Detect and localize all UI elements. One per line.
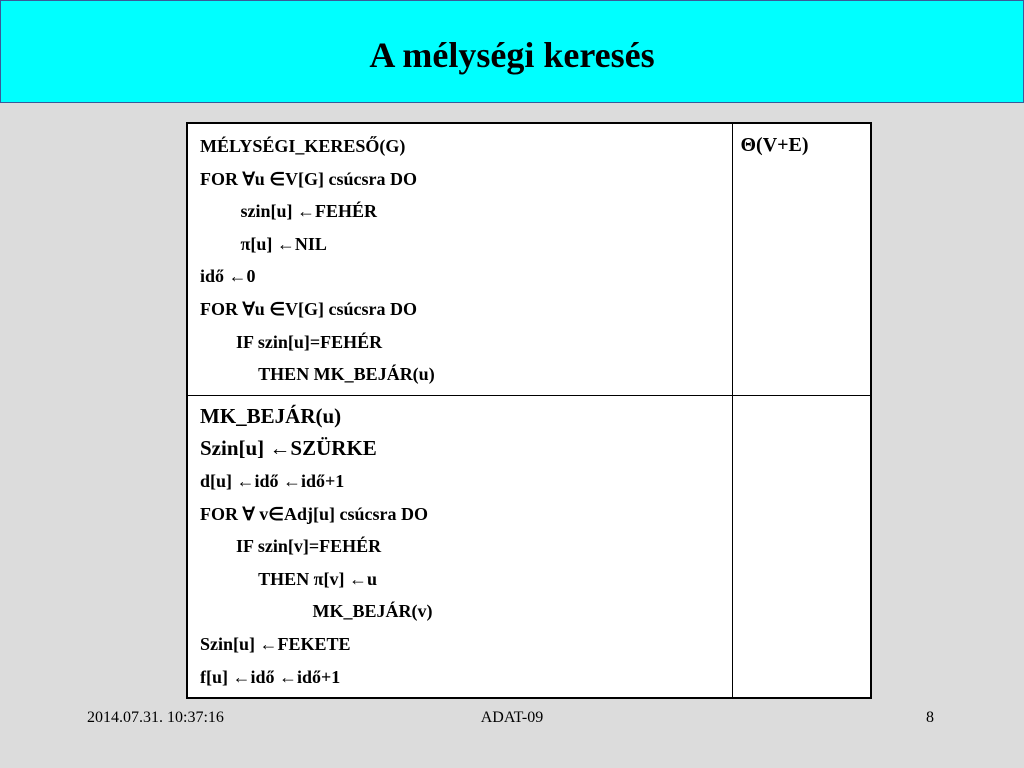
dfs-code-lines bbox=[188, 124, 732, 395]
code-line: π[u] ←NIL bbox=[200, 233, 327, 254]
table-row-bottom bbox=[187, 395, 871, 698]
code-line: IF szin[v]=FEHÉR bbox=[200, 536, 382, 557]
slide-title: A mélységi keresés bbox=[369, 35, 655, 75]
code-line: Szin[u] ←SZÜRKE bbox=[200, 436, 377, 461]
footer-course: ADAT-09 bbox=[480, 709, 544, 726]
visit-code-lines bbox=[188, 396, 732, 697]
code-line: d[u] ←idő ←idő+1 bbox=[200, 470, 345, 491]
complexity-cell bbox=[732, 123, 871, 395]
dfs-code-cell bbox=[187, 123, 732, 395]
code-line: szin[u] ←FEHÉR bbox=[200, 201, 378, 222]
code-line: idő ←0 bbox=[200, 266, 256, 287]
code-line: f[u] ←idő ←idő+1 bbox=[200, 666, 341, 687]
code-line: FOR ∀u ∈V[G] csúcsra DO bbox=[200, 298, 417, 319]
footer-date: 2014.07.31. 10:37:16 bbox=[87, 709, 224, 726]
algorithm-table bbox=[186, 122, 872, 699]
visit-code-cell bbox=[187, 395, 732, 698]
code-line: MK_BEJÁR(u) bbox=[200, 403, 342, 428]
code-line: Szin[u] ←FEKETE bbox=[200, 633, 351, 654]
code-line: IF szin[u]=FEHÉR bbox=[200, 331, 383, 352]
code-line: MK_BEJÁR(v) bbox=[200, 601, 433, 622]
code-line: FOR ∀ v∈Adj[u] csúcsra DO bbox=[200, 503, 428, 524]
title-bar bbox=[0, 0, 1024, 103]
code-line: THEN π[v] ←u bbox=[200, 568, 378, 589]
complexity-text bbox=[733, 396, 871, 406]
code-line: MÉLYSÉGI_KERESŐ(G) bbox=[200, 136, 406, 156]
footer-page-number: 8 bbox=[926, 709, 934, 726]
table-row-top bbox=[187, 123, 871, 395]
complexity-cell-empty bbox=[732, 395, 871, 698]
complexity-text: Θ(V+E) bbox=[740, 134, 809, 156]
code-line: THEN MK_BEJÁR(u) bbox=[200, 364, 435, 385]
code-line: FOR ∀u ∈V[G] csúcsra DO bbox=[200, 168, 417, 189]
